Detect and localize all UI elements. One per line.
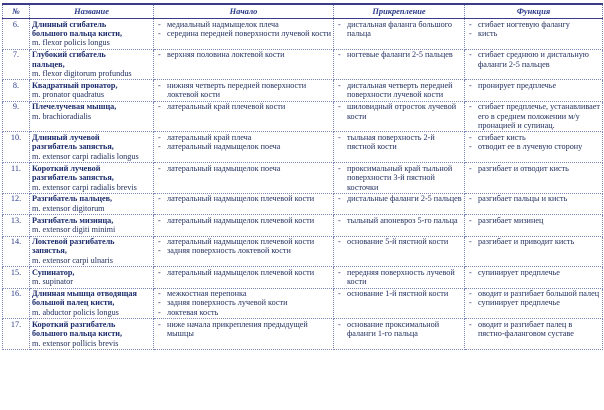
cell-insertion — [334, 193, 465, 214]
cell-name — [30, 193, 154, 214]
insertion-item: - основание 5-й пястной кости — [336, 237, 462, 246]
origin-item: - середина передней поверхности лучевой кости — [156, 29, 331, 38]
cell-num: 10. — [3, 132, 30, 163]
origin-item: - латеральный надмыщелок плечевой кости — [156, 194, 331, 203]
cell-insertion — [334, 132, 465, 163]
cell-num: 6. — [3, 19, 30, 50]
origin-item: - межкостная перепонка — [156, 289, 331, 298]
insertion-item: - дистальная четверть передней поверхности лучевой кости — [336, 81, 462, 100]
cell-origin — [154, 288, 334, 319]
origin-item: - задняя поверхность локтевой кости — [156, 246, 331, 255]
cell-insertion — [334, 215, 465, 236]
cell-insertion — [334, 236, 465, 267]
cell-num: 12. — [3, 193, 30, 214]
function-item: - сгибает ногтевую фалангу — [467, 20, 600, 29]
cell-name — [30, 319, 154, 350]
muscle-latin-name: m. flexor digitorum profundus — [32, 69, 132, 79]
function-item: - супинирует предплечье — [467, 268, 600, 277]
cell-function — [465, 288, 603, 319]
function-item: - оводит и разгибает палец в пястно-фаланговом суставе — [467, 320, 600, 339]
origin-item: - латеральный надмыщелок плечевой кости — [156, 268, 331, 277]
muscle-name-line: запястья, — [32, 246, 67, 256]
muscle-name-line: Короткий разгибатель — [32, 319, 116, 329]
cell-name — [30, 163, 154, 194]
muscle-latin-name: m. extensor digitorum — [32, 203, 105, 213]
table-row — [3, 101, 603, 132]
function-item: - разгибает мизинец — [467, 216, 600, 225]
table-row — [3, 267, 603, 288]
table-row — [3, 193, 603, 214]
function-item: - разгибает пальцы и кисть — [467, 194, 600, 203]
cell-num: 15. — [3, 267, 30, 288]
cell-insertion — [334, 19, 465, 50]
cell-origin — [154, 80, 334, 101]
muscle-name-line: Квадратный пронатор, — [32, 80, 118, 90]
muscle-latin-name: m. extensor carpi radialis longus — [32, 151, 139, 161]
cell-function — [465, 80, 603, 101]
muscle-latin-name: m. extensor pollicis brevis — [32, 338, 119, 348]
cell-origin — [154, 319, 334, 350]
muscle-name-line: Супинатор, — [32, 267, 75, 277]
cell-function — [465, 215, 603, 236]
cell-name — [30, 19, 154, 50]
header-name: Название — [30, 4, 154, 19]
header-num: № — [3, 4, 30, 19]
table-row — [3, 132, 603, 163]
muscle-name-line: Глубокий сгибатель — [32, 50, 106, 60]
muscle-name-line: Разгибатель пальцев, — [32, 194, 113, 204]
muscle-name-line: Длинный лучевой — [32, 132, 100, 142]
cell-insertion — [334, 288, 465, 319]
origin-item: - латеральный надмыщелок поеча — [156, 142, 331, 151]
muscle-latin-name: m. pronator quadratus — [32, 90, 105, 100]
table-row — [3, 80, 603, 101]
cell-origin — [154, 267, 334, 288]
muscle-latin-name: m. brachioradialis — [32, 111, 92, 121]
muscle-latin-name: m. supinator — [32, 277, 73, 287]
cell-origin — [154, 236, 334, 267]
insertion-item: - тыльный апоневроз 5-го пальца — [336, 216, 462, 225]
cell-name — [30, 101, 154, 132]
muscle-name-line: Короткий лучевой — [32, 163, 101, 173]
cell-insertion — [334, 267, 465, 288]
insertion-item: - тыльная поверхность 2-й пястной кости — [336, 133, 462, 152]
cell-function — [465, 49, 603, 80]
cell-name — [30, 236, 154, 267]
table-row — [3, 319, 603, 350]
muscle-name-line: большой палец кисти, — [32, 298, 115, 308]
cell-origin — [154, 215, 334, 236]
origin-item: - латеральный край плеча — [156, 133, 331, 142]
function-item: - пронирует предплечье — [467, 81, 600, 90]
insertion-item: - шиловидный отросток лучевой кости — [336, 102, 462, 121]
origin-item: - верхняя половина локтевой кости — [156, 50, 331, 59]
function-item: - сгибает предплечье, устанавливает его в среднем положении м/у пронацией и супинац. — [467, 102, 600, 130]
cell-origin — [154, 19, 334, 50]
function-item: - супинирует предплечье — [467, 298, 600, 307]
cell-insertion — [334, 319, 465, 350]
cell-insertion — [334, 101, 465, 132]
muscle-name-line: разгибатель запястья, — [32, 142, 114, 152]
cell-function — [465, 163, 603, 194]
muscle-name-line: большого пальца кисти, — [32, 329, 123, 339]
muscle-name-line: разгибатель запястья, — [32, 173, 114, 183]
muscle-table — [2, 3, 603, 350]
insertion-item: - ногтевые фаланги 2-5 пальцев — [336, 50, 462, 59]
function-item: - разгибает и приводит кисть — [467, 237, 600, 246]
muscle-name-line: большого пальца кисти, — [32, 28, 123, 38]
table-row — [3, 49, 603, 80]
cell-num: 13. — [3, 215, 30, 236]
cell-num: 7. — [3, 49, 30, 80]
muscle-name-line: Локтевой разгибатель — [32, 237, 115, 247]
cell-num: 16. — [3, 288, 30, 319]
cell-num: 17. — [3, 319, 30, 350]
function-item: - оводит и разгибает большой палец — [467, 289, 600, 298]
insertion-item: - проксимальный край тыльной поверхности 3-й пястной косточки — [336, 164, 462, 192]
muscle-latin-name: m. extensor digiti minimi — [32, 225, 116, 235]
cell-name — [30, 132, 154, 163]
cell-insertion — [334, 163, 465, 194]
cell-function — [465, 19, 603, 50]
cell-function — [465, 267, 603, 288]
cell-origin — [154, 49, 334, 80]
origin-item: - задняя поверхность лучевой кости — [156, 298, 331, 307]
table-row — [3, 163, 603, 194]
cell-function — [465, 236, 603, 267]
origin-item: - латеральный надмыщелок плечевой кости — [156, 216, 331, 225]
table-body — [3, 19, 603, 350]
cell-function — [465, 319, 603, 350]
cell-origin — [154, 163, 334, 194]
origin-item: - локтевая кость — [156, 308, 331, 317]
cell-num: 11. — [3, 163, 30, 194]
muscle-latin-name: m. flexor policis longus — [32, 38, 110, 48]
function-item: - сгибает кисть — [467, 133, 600, 142]
cell-name — [30, 288, 154, 319]
muscle-latin-name: m. abductor policis longus — [32, 307, 119, 317]
origin-item: - ниже начала прикрепления предыдущей мышцы — [156, 320, 331, 339]
cell-name — [30, 215, 154, 236]
muscle-name-line: пальцев, — [32, 59, 65, 69]
cell-insertion — [334, 80, 465, 101]
table-row — [3, 215, 603, 236]
table-row — [3, 19, 603, 50]
function-item: - разгибает и отводит кисть — [467, 164, 600, 173]
origin-item: - латеральный край плечевой кости — [156, 102, 331, 111]
origin-item: - нижняя четверть передней поверхности локтевой кости — [156, 81, 331, 100]
cell-origin — [154, 101, 334, 132]
cell-function — [465, 101, 603, 132]
table-row — [3, 288, 603, 319]
cell-num: 14. — [3, 236, 30, 267]
cell-name — [30, 49, 154, 80]
header-origin: Начало — [154, 4, 334, 19]
insertion-item: - дистальные фаланги 2-5 пальцев — [336, 194, 462, 203]
function-item: - сгибает среднюю и дистальную фаланги 2-5 пальцев — [467, 50, 600, 69]
header-insertion: Прикрепление — [334, 4, 465, 19]
muscle-latin-name: m. extensor carpi ulnaris — [32, 255, 113, 265]
header-row — [3, 4, 603, 19]
insertion-item: - основание проксимальной фаланги 1-го пальца — [336, 320, 462, 339]
insertion-item: - основание 1-й пястной кости — [336, 289, 462, 298]
muscle-name-line: Длинная мышца отводящая — [32, 289, 137, 299]
header-function: Функция — [465, 4, 603, 19]
muscle-name-line: Плечелучевая мышца, — [32, 102, 117, 112]
origin-item: - латеральный надмыщелок плечевой кости — [156, 237, 331, 246]
function-item: - кисть — [467, 29, 600, 38]
cell-insertion — [334, 49, 465, 80]
insertion-item: - передняя поверхность лучевой кости — [336, 268, 462, 287]
muscle-name-line: Разгибатель мизинца, — [32, 215, 114, 225]
cell-origin — [154, 193, 334, 214]
cell-origin — [154, 132, 334, 163]
insertion-item: - дистальная фаланга большого пальца — [336, 20, 462, 39]
cell-function — [465, 132, 603, 163]
cell-name — [30, 80, 154, 101]
origin-item: - медиальный надмыщелок плеча — [156, 20, 331, 29]
cell-num: 9. — [3, 101, 30, 132]
cell-num: 8. — [3, 80, 30, 101]
muscle-latin-name: m. extensor carpi radialis brevis — [32, 182, 137, 192]
muscle-name-line: Длинный сгибатель — [32, 19, 107, 29]
cell-name — [30, 267, 154, 288]
table-row — [3, 236, 603, 267]
function-item: - отводит ее в лучевую сторону — [467, 142, 600, 151]
origin-item: - латеральный надмыщелок поеча — [156, 164, 331, 173]
cell-function — [465, 193, 603, 214]
